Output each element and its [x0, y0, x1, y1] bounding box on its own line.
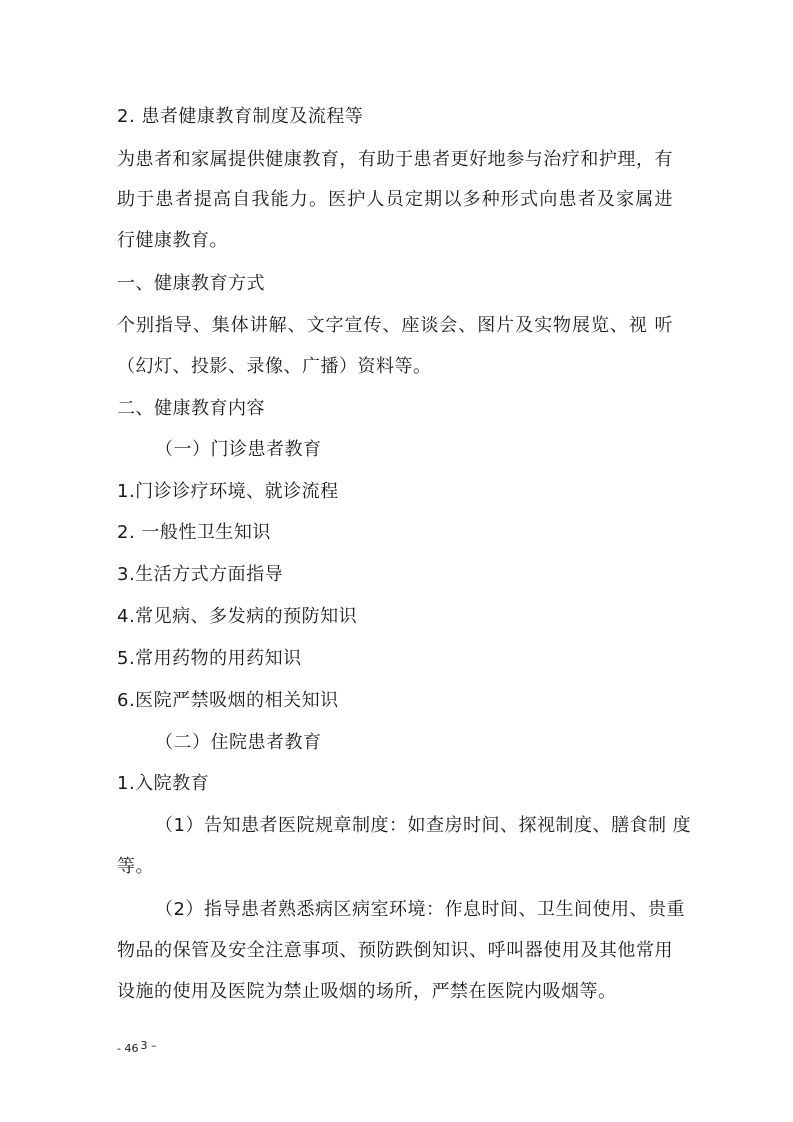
inpatient-title: （二）住院患者教育: [155, 732, 322, 753]
admission-point2-line-1: （2）指导患者熟悉病区病室环境：作息时间、卫生间使用、贵重: [155, 899, 685, 920]
section2-title: 二、健康教育内容: [117, 398, 265, 419]
admission-point2-line-2: 物品的保管及安全注意事项、预防跌倒知识、呼叫器使用及其他常用: [117, 940, 673, 961]
page-footer: [117, 1039, 157, 1056]
admission-point1-line-2: 等。: [117, 856, 154, 877]
outpatient-title: （一）门诊患者教育: [155, 439, 322, 460]
outpatient-item-4: 4.常见病、多发病的预防知识: [117, 606, 358, 627]
admission-title: 1.入院教育: [117, 773, 210, 794]
outpatient-item-6: 6.医院严禁吸烟的相关知识: [117, 690, 339, 711]
page-number: - 46: [117, 1042, 139, 1055]
intro-line-2: 助于患者提高自我能力。医护人员定期以多种形式向患者及家属进: [117, 189, 673, 210]
page-number-suffix: 3 –: [140, 1039, 157, 1052]
section1-line-2: （幻灯、投影、录像、广播）资料等。: [117, 356, 432, 377]
admission-point1-line-1: （1）告知患者医院规章制度：如查房时间、探视制度、膳食制 度: [155, 815, 692, 836]
intro-line-1: 为患者和家属提供健康教育，有助于患者更好地参与治疗和护理，有: [117, 149, 673, 170]
outpatient-item-2: 2. 一般性卫生知识: [117, 522, 271, 543]
section1-line-1: 个别指导、集体讲解、文字宣传、座谈会、图片及实物展览、视 听: [117, 315, 673, 336]
intro-line-3: 行健康教育。: [117, 230, 228, 251]
admission-point2-line-3: 设施的使用及医院为禁止吸烟的场所，严禁在医院内吸烟等。: [117, 981, 617, 1002]
outpatient-item-1: 1.门诊诊疗环境、就诊流程: [117, 481, 339, 502]
document-heading: 2. 患者健康教育制度及流程等: [117, 106, 364, 127]
outpatient-item-5: 5.常用药物的用药知识: [117, 648, 302, 669]
section1-title: 一、健康教育方式: [117, 273, 265, 294]
outpatient-item-3: 3.生活方式方面指导: [117, 564, 284, 585]
